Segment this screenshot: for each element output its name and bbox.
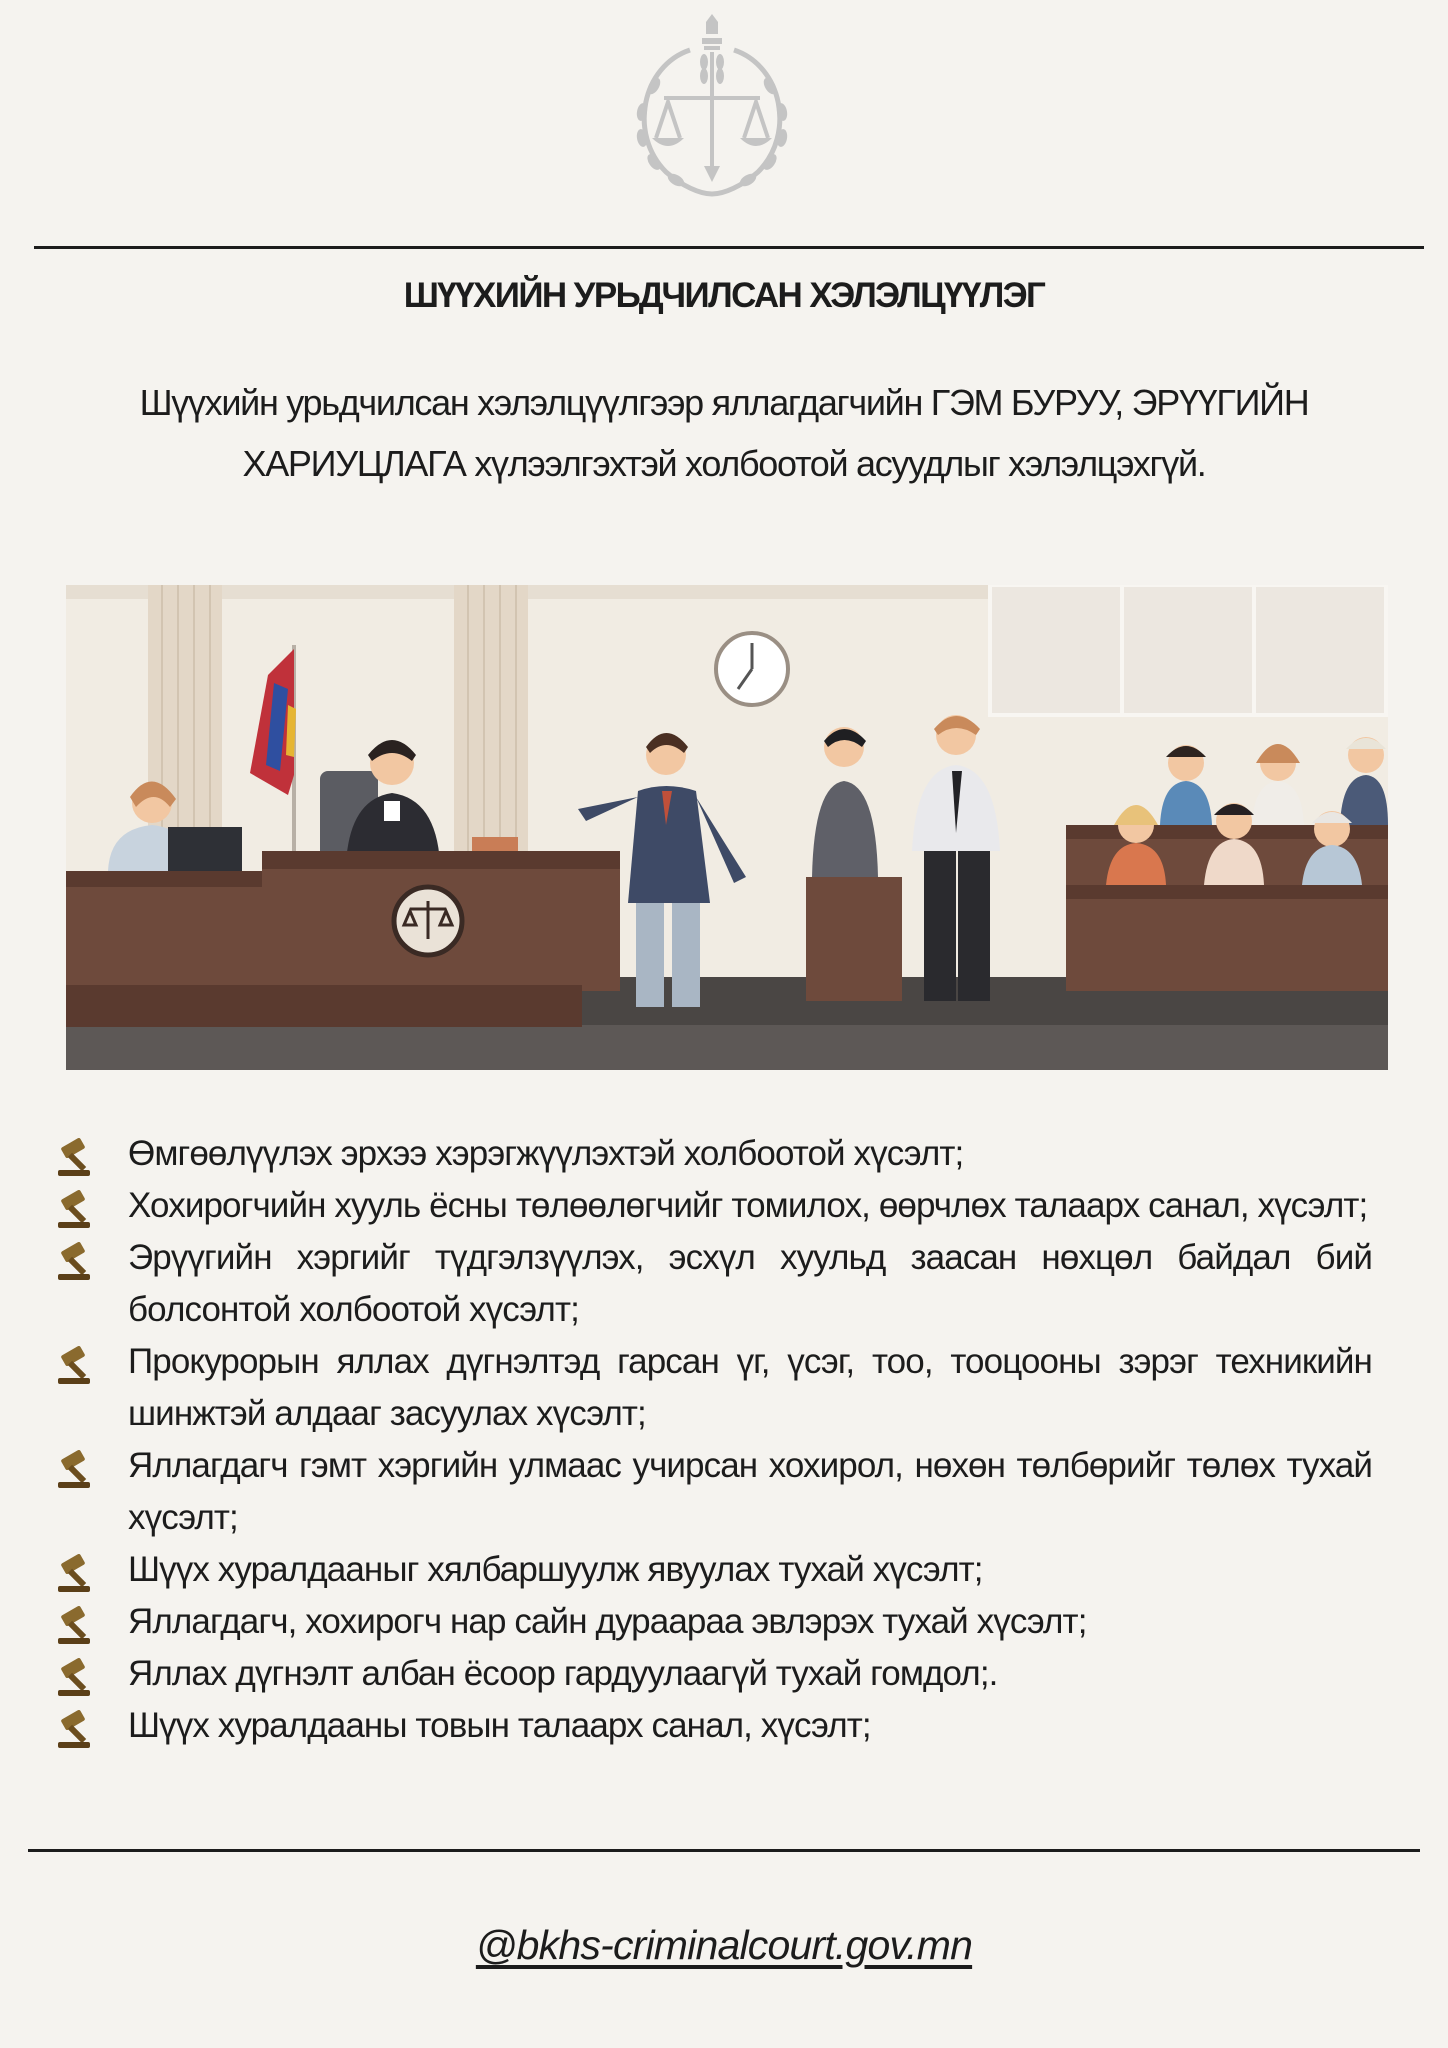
list-item-text: Өмгөөлүүлэх эрхээ хэрэгжүүлэхтэй холбоотой хүсэлт; xyxy=(128,1134,964,1173)
list-item-text: Яллагдагч гэмт хэргийн улмаас учирсан хохирол, нөхөн төлбөрийг төлөх тухай хүсэлт; xyxy=(128,1446,1372,1537)
gavel-icon xyxy=(56,1554,100,1594)
request-list xyxy=(56,1128,1372,1752)
bottom-divider xyxy=(28,1849,1420,1852)
gavel-icon xyxy=(56,1450,100,1490)
intro-paragraph: Шүүхийн урьдчилсан хэлэлцүүлгээр яллагдагчийн ГЭМ БУРУУ, ЭРҮҮГИЙН ХАРИУЦЛАГА хүлээлгэхтэй холбоотой асуудлыг хэлэлцэхгүй. xyxy=(139,382,1309,484)
list-item xyxy=(56,1336,1372,1440)
list-item xyxy=(56,1180,1372,1232)
list-item-text: Хохирогчийн хууль ёсны төлөөлөгчийг томилох, өөрчлөх талаарх санал, хүсэлт; xyxy=(128,1186,1368,1225)
gavel-icon xyxy=(56,1242,100,1282)
list-item xyxy=(56,1544,1372,1596)
gavel-icon xyxy=(56,1138,100,1178)
page-title: ШҮҮХИЙН УРЬДЧИЛСАН ХЭЛЭЛЦҮҮЛЭГ xyxy=(403,276,1045,315)
courtroom-illustration xyxy=(66,585,1388,1070)
list-item xyxy=(56,1128,1372,1180)
list-item-text: Яллагдагч, хохирогч нар сайн дураараа эвлэрэх тухай хүсэлт; xyxy=(128,1602,1087,1641)
list-item xyxy=(56,1232,1372,1336)
gavel-icon xyxy=(56,1346,100,1386)
list-item-text: Шүүх хуралдааныг хялбаршуулж явуулах тухай хүсэлт; xyxy=(128,1550,983,1589)
list-item xyxy=(56,1440,1372,1544)
list-item xyxy=(56,1648,1372,1700)
list-item-text: Эрүүгийн хэргийг түдгэлзүүлэх, эсхүл хуульд заасан нөхцөл байдал бий болсонтой холбоотой хүсэлт; xyxy=(128,1238,1372,1329)
top-divider xyxy=(34,246,1424,249)
list-item-text: Шүүх хуралдааны товын талаарх санал, хүсэлт; xyxy=(128,1706,871,1745)
gavel-icon xyxy=(56,1190,100,1230)
list-item xyxy=(56,1596,1372,1648)
website-link[interactable]: @bkhs-criminalcourt.gov.mn xyxy=(475,1922,973,1968)
scales-of-justice-emblem xyxy=(620,14,804,206)
gavel-icon xyxy=(56,1710,100,1750)
list-item xyxy=(56,1700,1372,1752)
gavel-icon xyxy=(56,1658,100,1698)
gavel-icon xyxy=(56,1606,100,1646)
list-item-text: Яллах дүгнэлт албан ёсоор гардуулаагүй тухай гомдол;. xyxy=(128,1654,998,1693)
list-item-text: Прокурорын яллах дүгнэлтэд гарсан үг, үсэг, тоо, тооцооны зэрэг техникийн шинжтэй алдааг засуулах хүсэлт; xyxy=(128,1342,1372,1433)
